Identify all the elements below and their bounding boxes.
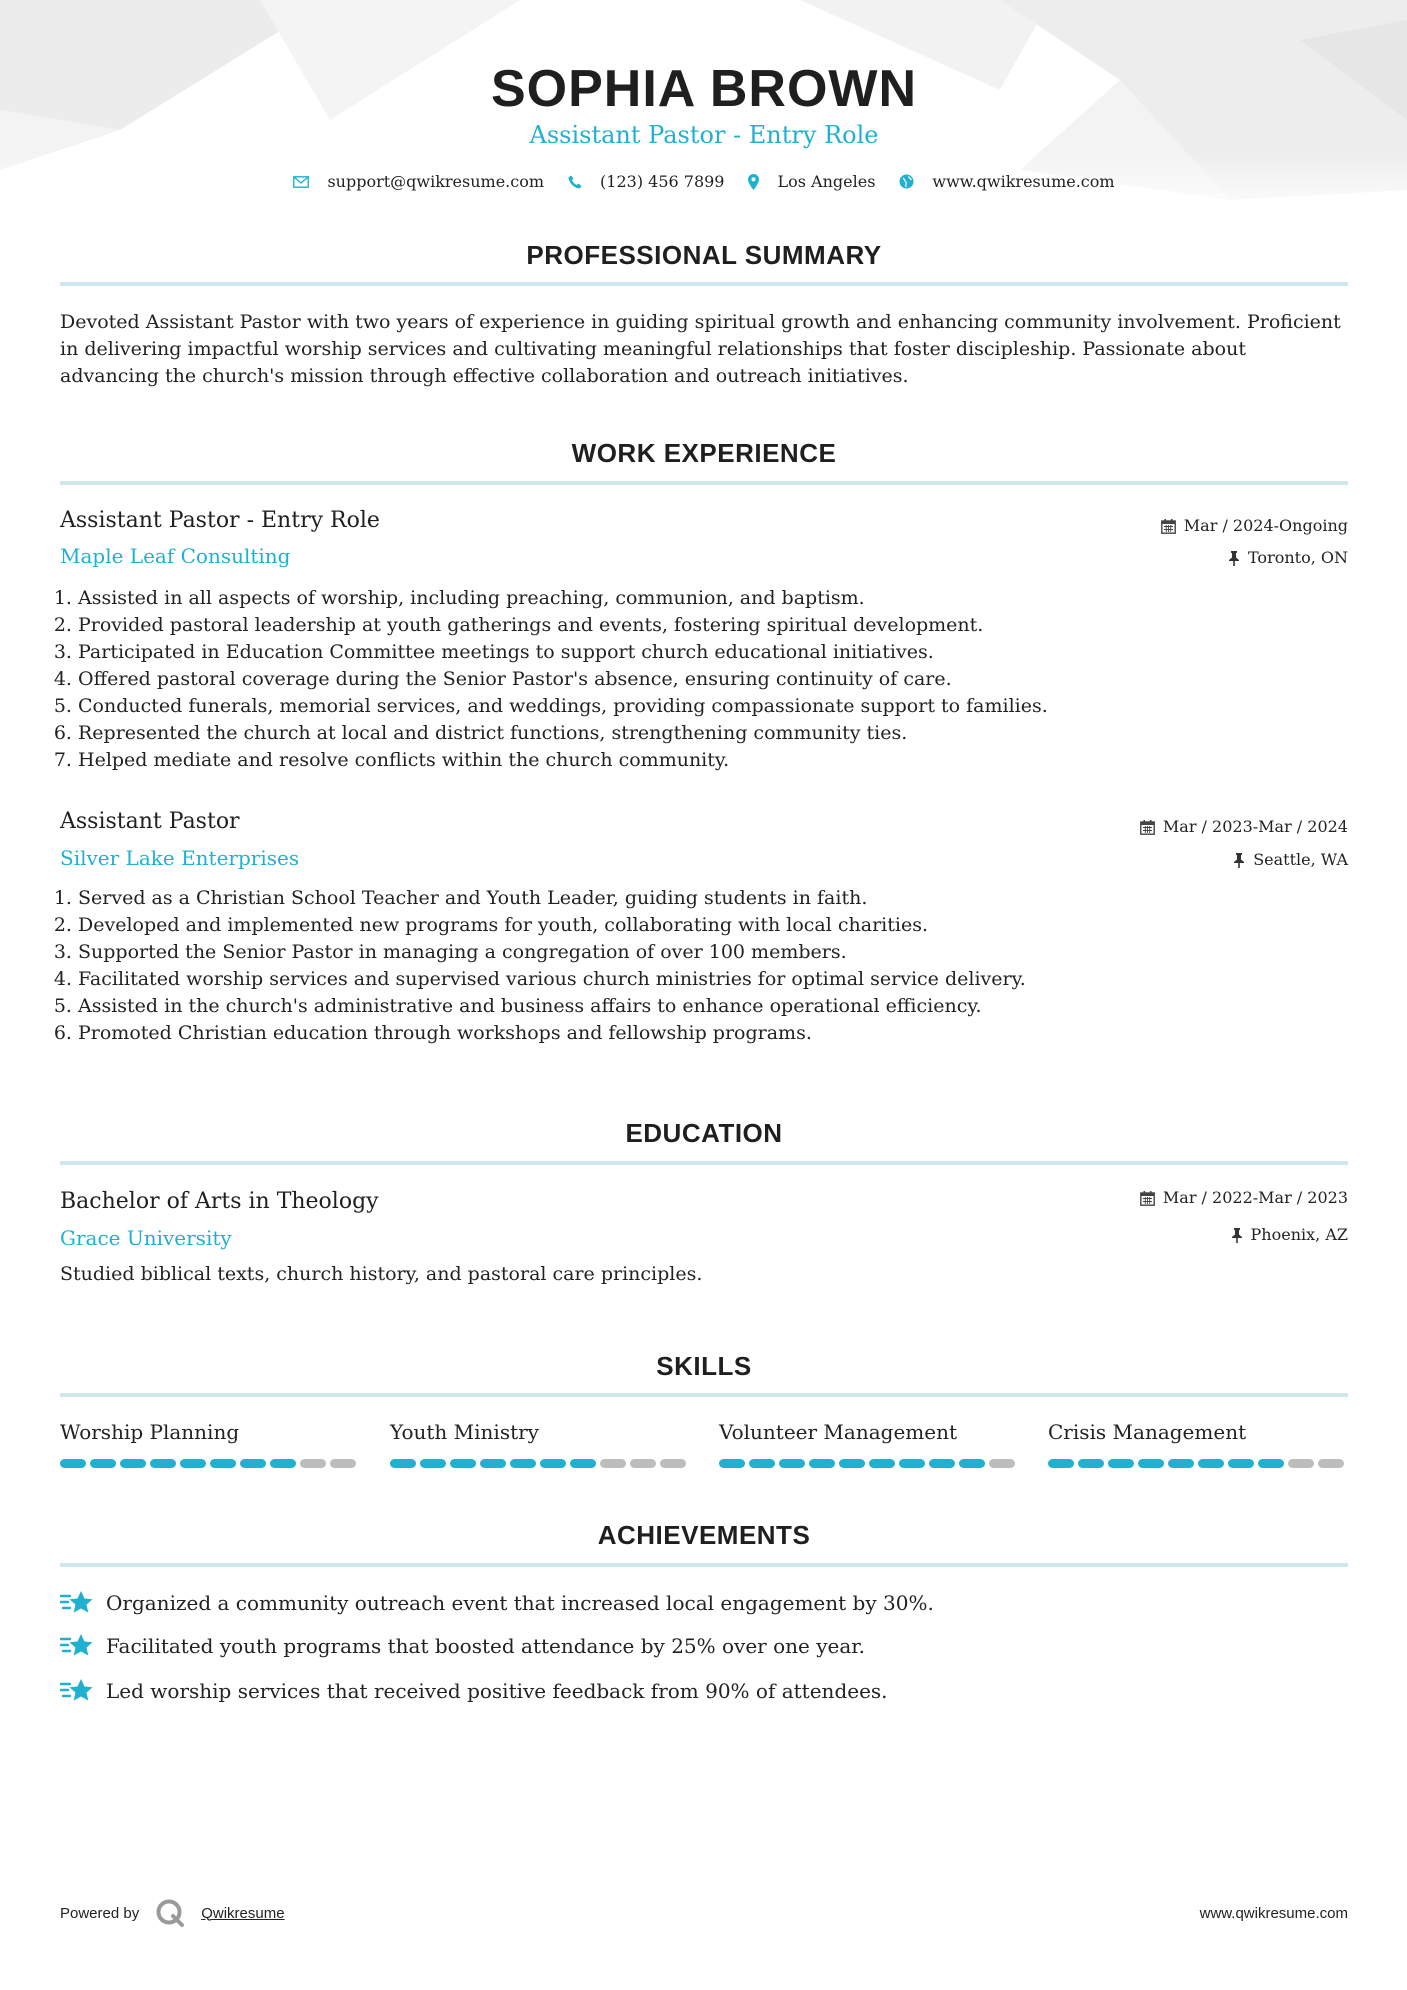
qwikresume-link[interactable]: Qwikresume xyxy=(201,1904,285,1922)
skill-segment-filled xyxy=(180,1459,206,1468)
achievements-divider xyxy=(60,1563,1348,1567)
summary-heading: PROFESSIONAL SUMMARY xyxy=(526,240,882,270)
skill-segment-filled xyxy=(90,1459,116,1468)
contact-location xyxy=(748,172,875,191)
skill-segment-filled xyxy=(540,1459,566,1468)
list-item: 6. Promoted Christian education through workshops and fellowship programs. xyxy=(78,1020,1366,1047)
skill-segment-filled xyxy=(150,1459,176,1468)
job-dates-text: Mar / 2024-Ongoing xyxy=(1183,516,1348,535)
skill-segment-filled xyxy=(60,1459,86,1468)
job-dates-text: Mar / 2023-Mar / 2024 xyxy=(1162,817,1348,836)
skill-segment-empty xyxy=(989,1459,1015,1468)
skill-segment-empty xyxy=(300,1459,326,1468)
envelope-icon xyxy=(293,176,309,188)
skill-segment-filled xyxy=(1138,1459,1164,1468)
skill-segment-filled xyxy=(959,1459,985,1468)
phone-icon xyxy=(568,175,582,189)
achievement-text: Facilitated youth programs that boosted attendance by 25% over one year. xyxy=(106,1634,865,1658)
skill-segment-empty xyxy=(630,1459,656,1468)
job-company: Silver Lake Enterprises xyxy=(60,846,300,870)
list-item: 1. Assisted in all aspects of worship, including preaching, communion, and baptism. xyxy=(78,585,1366,612)
calendar-icon xyxy=(1161,519,1176,534)
calendar-icon xyxy=(1140,820,1155,835)
school-name: Grace University xyxy=(60,1226,232,1250)
skill-segment-filled xyxy=(570,1459,596,1468)
skill-name: Crisis Management xyxy=(1048,1420,1247,1444)
skills-heading: SKILLS xyxy=(656,1351,752,1381)
powered-by-label: Powered by xyxy=(60,1904,140,1922)
pushpin-icon xyxy=(1228,551,1240,566)
skill-item xyxy=(1048,1418,1348,1446)
list-item: 6. Represented the church at local and district functions, strengthening community ties. xyxy=(78,720,1366,747)
skill-segment-filled xyxy=(719,1459,745,1468)
skill-segment-empty xyxy=(600,1459,626,1468)
website-text: www.qwikresume.com xyxy=(932,172,1115,191)
list-item: 2. Developed and implemented new programs for youth, collaborating with local charities. xyxy=(78,912,1366,939)
email-text: support@qwikresume.com xyxy=(327,172,545,191)
skill-segment-filled xyxy=(270,1459,296,1468)
skill-segment-filled xyxy=(1108,1459,1134,1468)
list-item: 2. Provided pastoral leadership at youth gatherings and events, fostering spiritual development. xyxy=(78,612,1366,639)
experience-heading: WORK EXPERIENCE xyxy=(571,438,837,468)
education-heading: EDUCATION xyxy=(625,1118,783,1148)
job-company: Maple Leaf Consulting xyxy=(60,544,291,568)
experience-divider xyxy=(60,481,1348,485)
achievement-text: Organized a community outreach event that increased local engagement by 30%. xyxy=(106,1591,934,1615)
skill-segment-filled xyxy=(480,1459,506,1468)
skill-level-bar xyxy=(60,1459,360,1468)
job-dates xyxy=(1161,515,1348,537)
job-title: Assistant Pastor xyxy=(60,809,240,834)
education-description: Studied biblical texts, church history, and pastoral care principles. xyxy=(60,1263,703,1285)
education-divider xyxy=(60,1161,1348,1165)
list-item: 7. Helped mediate and resolve conflicts within the church community. xyxy=(78,747,1366,774)
achievement-item xyxy=(60,1632,1348,1660)
job-location xyxy=(1233,849,1348,871)
map-pin-icon xyxy=(748,174,759,190)
summary-text: Devoted Assistant Pastor with two years of experience in guiding spiritual growth and enhancing community involvement. Proficient in delivering impactful worship services and cultivating meaningful relationships that foster discipleship. Passionate about advancing the church's mission through effective collaboration and outreach initiatives. xyxy=(60,311,1341,387)
skill-segment-filled xyxy=(1198,1459,1224,1468)
list-item: 4. Offered pastoral coverage during the Senior Pastor's absence, ensuring continuity of care. xyxy=(78,666,1366,693)
achievements-heading: ACHIEVEMENTS xyxy=(597,1520,811,1550)
pushpin-icon xyxy=(1233,853,1245,868)
education-location xyxy=(1231,1224,1348,1246)
job-location-text: Toronto, ON xyxy=(1248,548,1348,567)
skill-item xyxy=(390,1418,690,1446)
education-dates-text: Mar / 2022-Mar / 2023 xyxy=(1162,1188,1348,1207)
pushpin-icon xyxy=(1231,1228,1243,1243)
job-bullets xyxy=(60,885,1366,1047)
skill-segment-filled xyxy=(779,1459,805,1468)
skill-segment-filled xyxy=(809,1459,835,1468)
skill-segment-filled xyxy=(240,1459,266,1468)
contact-bar xyxy=(60,172,1348,191)
list-item: 3. Supported the Senior Pastor in managing a congregation of over 100 members. xyxy=(78,939,1366,966)
skill-segment-filled xyxy=(749,1459,775,1468)
footer-website[interactable]: www.qwikresume.com xyxy=(1199,1905,1348,1922)
skill-segment-filled xyxy=(869,1459,895,1468)
summary-divider xyxy=(60,282,1348,286)
footer-powered-by xyxy=(60,1898,285,1928)
skill-level-bar xyxy=(719,1459,1019,1468)
list-item: 3. Participated in Education Committee meetings to support church educational initiatives. xyxy=(78,639,1366,666)
list-item: 5. Conducted funerals, memorial services, and weddings, providing compassionate support to families. xyxy=(78,693,1366,720)
candidate-name: SOPHIA BROWN xyxy=(490,60,918,118)
qwikresume-logo-icon xyxy=(155,1898,185,1928)
skill-segment-empty xyxy=(1288,1459,1314,1468)
skill-segment-filled xyxy=(120,1459,146,1468)
achievement-item xyxy=(60,1677,1348,1705)
skills-list xyxy=(60,1418,1348,1478)
skill-segment-empty xyxy=(330,1459,356,1468)
skill-item xyxy=(60,1418,360,1446)
skill-level-bar xyxy=(1048,1459,1348,1468)
calendar-icon xyxy=(1140,1191,1155,1206)
contact-phone[interactable] xyxy=(568,172,724,191)
skill-segment-filled xyxy=(210,1459,236,1468)
job-bullets xyxy=(60,585,1366,774)
skill-segment-filled xyxy=(510,1459,536,1468)
shooting-star-icon xyxy=(60,1632,94,1660)
skill-name: Volunteer Management xyxy=(719,1420,957,1444)
list-item: 5. Assisted in the church's administrative and business affairs to enhance operational efficiency. xyxy=(78,993,1366,1020)
skill-segment-filled xyxy=(899,1459,925,1468)
education-dates xyxy=(1140,1187,1348,1209)
skill-segment-filled xyxy=(839,1459,865,1468)
skill-name: Youth Ministry xyxy=(390,1420,539,1444)
shooting-star-icon xyxy=(60,1589,94,1617)
skill-segment-filled xyxy=(1168,1459,1194,1468)
skill-item xyxy=(719,1418,1019,1446)
skills-divider xyxy=(60,1393,1348,1397)
skill-segment-filled xyxy=(450,1459,476,1468)
achievement-text: Led worship services that received positive feedback from 90% of attendees. xyxy=(106,1679,888,1703)
skill-segment-filled xyxy=(1048,1459,1074,1468)
skill-segment-empty xyxy=(660,1459,686,1468)
candidate-title: Assistant Pastor - Entry Role xyxy=(529,121,879,149)
list-item: 1. Served as a Christian School Teacher and Youth Leader, guiding students in faith. xyxy=(78,885,1366,912)
education-location-text: Phoenix, AZ xyxy=(1250,1225,1348,1244)
achievement-item xyxy=(60,1589,1348,1617)
contact-email[interactable] xyxy=(293,172,544,191)
job-title: Assistant Pastor - Entry Role xyxy=(60,508,380,533)
job-location xyxy=(1228,547,1348,569)
location-text: Los Angeles xyxy=(777,172,876,191)
skill-segment-filled xyxy=(420,1459,446,1468)
phone-text: (123) 456 7899 xyxy=(600,172,725,191)
skill-segment-filled xyxy=(929,1459,955,1468)
skill-segment-filled xyxy=(1258,1459,1284,1468)
degree-title: Bachelor of Arts in Theology xyxy=(60,1189,379,1214)
skill-segment-filled xyxy=(1078,1459,1104,1468)
skill-segment-empty xyxy=(1318,1459,1344,1468)
skill-name: Worship Planning xyxy=(60,1420,240,1444)
skill-segment-filled xyxy=(1228,1459,1254,1468)
job-dates xyxy=(1140,816,1348,838)
contact-website[interactable] xyxy=(899,172,1114,191)
skill-level-bar xyxy=(390,1459,690,1468)
shooting-star-icon xyxy=(60,1677,94,1705)
globe-icon xyxy=(899,174,914,189)
list-item: 4. Facilitated worship services and supervised various church ministries for optimal service delivery. xyxy=(78,966,1366,993)
skill-segment-filled xyxy=(390,1459,416,1468)
job-location-text: Seattle, WA xyxy=(1253,850,1348,869)
